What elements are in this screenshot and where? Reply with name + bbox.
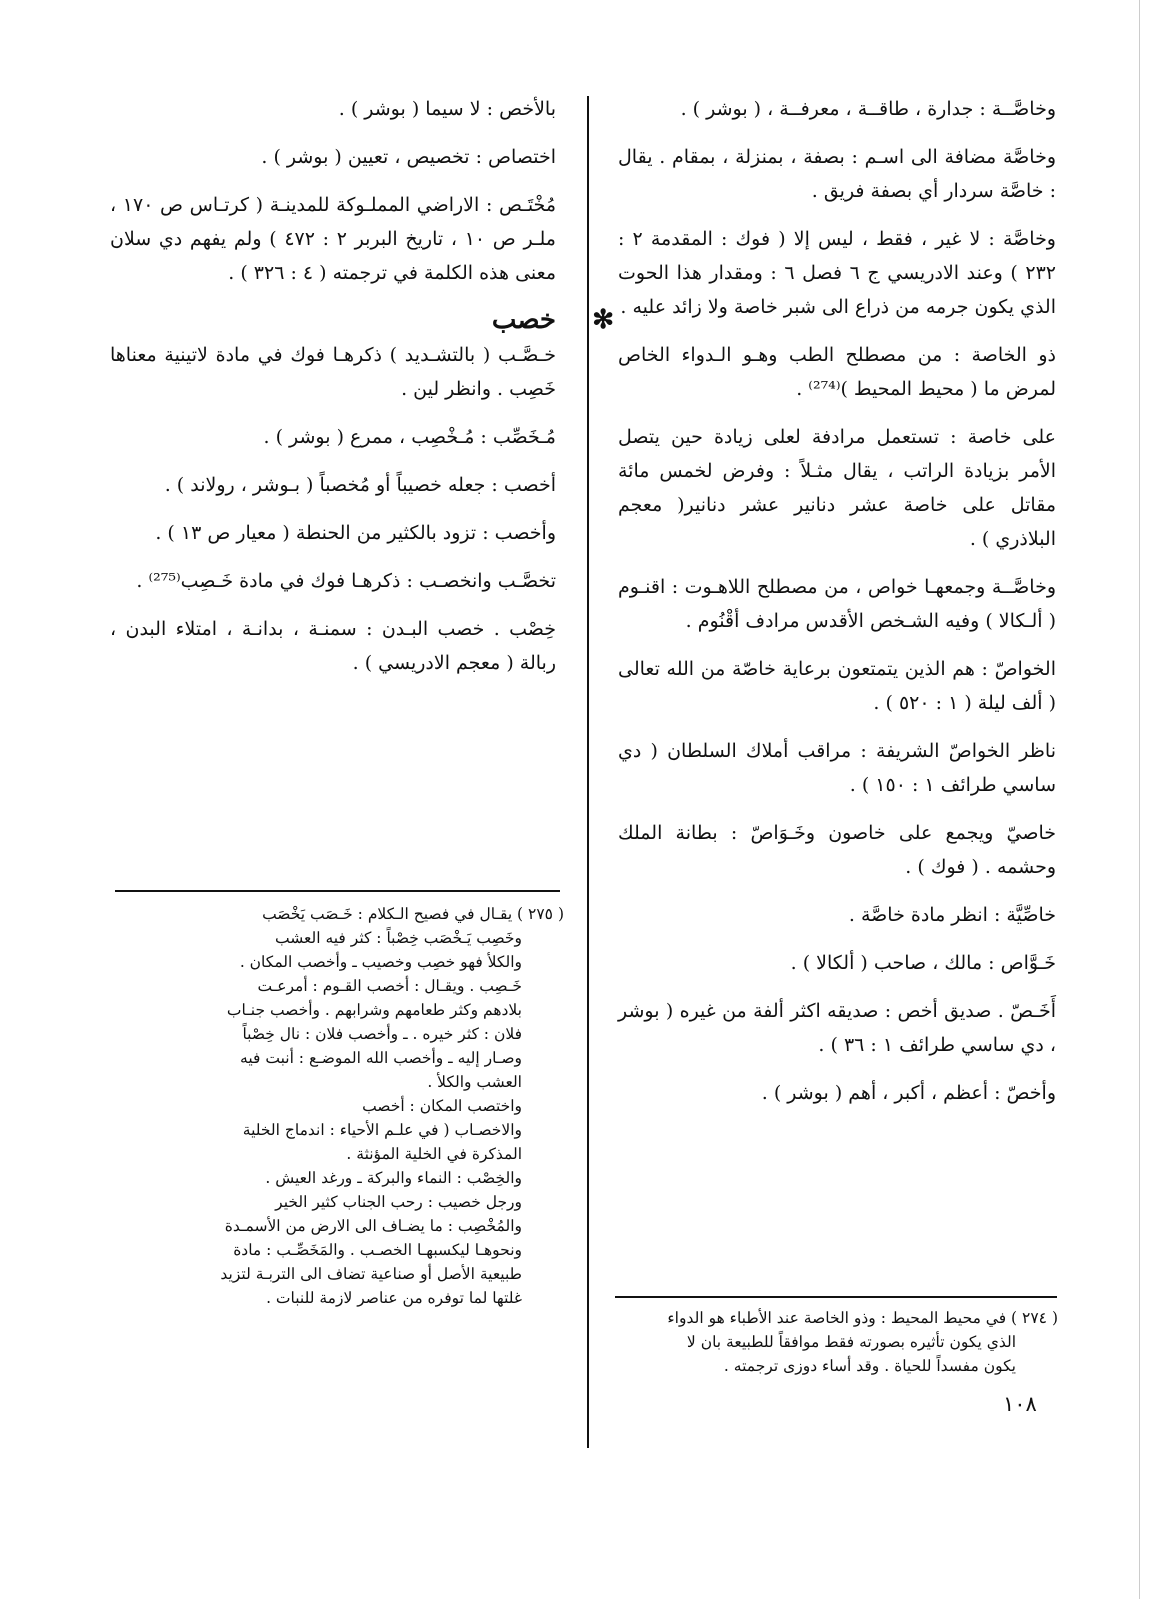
page-number: ١٠٨ <box>1003 1392 1037 1416</box>
entry: وأخصّ : أعظم ، أكبر ، أهم ( بوشر ) . <box>761 1082 1056 1104</box>
entry: خِصْب . خصب البـدن : سمنـة ، بدانـة ، امتلاء البدن ، ربالة ( معجم الادريسي ) . <box>110 618 556 674</box>
entry: ناظر الخواصّ الشريفة : مراقب أملاك السلطان ( دي ساسي طرائف ١ : ١٥٠ ) . <box>618 740 1056 796</box>
footnote-line: الذي يكون تأثيره بصورته فقط موافقاً للطبيعة بان لا <box>686 1333 1016 1351</box>
entry: خاصِّيَّة : انظر مادة خاصَّة . <box>848 904 1056 926</box>
entry: تخصَّـب وانخصـب : ذكرهـا فوك في مادة خَـصِب⁽²⁷⁵⁾ . <box>136 570 556 592</box>
entry: وخاصَّة مضافة الى اسـم : بصفة ، بمنزلة ، بمقام . يقال : خاصَّة سردار أي بصفة فريق . <box>618 146 1056 202</box>
right-column <box>618 92 1056 1124</box>
footnote-line: والمُخْصِب : ما يضـاف الى الارض من الأسمـدة <box>224 1217 522 1235</box>
footnote-line: غلتها لما توفره من عناصر لازمة للنبات . <box>266 1289 522 1307</box>
entry: على خاصة : تستعمل مرادفة لعلى زيادة حين يتصل الأمر بزيادة الراتب ، يقال مثـلاً : وفرض لخمس مائة مقاتل على خاصة عشر دنانير عشر دنانير( معجم البلاذري ) . <box>618 426 1056 550</box>
footnote-275 <box>112 902 564 1310</box>
entry: خاصيّ ويجمع على خاصون وخَـوَاصّ : بطانة الملك وحشمه . ( فوك ) . <box>618 822 1056 878</box>
entry: خَـوَّاص : مالك ، صاحب ( ألكالا ) . <box>790 952 1056 974</box>
footnote-line: خَـصِب . ويقـال : أخصب القـوم : أمرعـت <box>257 977 522 995</box>
entry: وخاصَّــة وجمعهـا خواص ، من مصطلح اللاهـوت : اقنـوم ( ألـكالا ) وفيه الشـخص الأقدس مرادف أقْنُوم . <box>618 576 1056 632</box>
footnote-line: وصـار إليه ـ وأخصب الله الموضـع : أنبت فيه <box>240 1049 522 1067</box>
footnote-274 <box>618 1306 1058 1378</box>
entry: ذو الخاصة : من مصطلح الطب وهـو الـدواء الخاص لمرض ما ( محيط المحيط )⁽²⁷⁴⁾ . <box>618 344 1056 400</box>
entry: الخواصّ : هم الذين يتمتعون برعاية خاصّة من الله تعالى ( ألف ليلة ( ١ : ٥٢٠ ) . <box>618 658 1056 714</box>
footnote-line: طبيعية الأصل أو صناعية تضاف الى التربـة لتزيد <box>220 1265 522 1283</box>
column-divider <box>587 96 589 1448</box>
entry: خـصَّـب ( بالتشـديد ) ذكرهـا فوك في مادة لاتينية معناها خَصِب . وانظر لين . <box>110 344 556 400</box>
footnote-line: ورجل خصيب : رحب الجناب كثير الخير <box>275 1193 522 1211</box>
footnote-line: ونحوهـا ليكسبهـا الخصـب . والمَخَصِّـب : مادة <box>233 1241 522 1259</box>
scan-edge <box>1139 0 1140 1599</box>
footnote-line: والكلأ فهو خصِب وخصيب ـ وأخصب المكان . <box>239 953 522 971</box>
footnote-line: والخِصْب : النماء والبركة ـ ورغد العيش . <box>265 1169 522 1187</box>
footnote-line: يكون مفسداً للحياة . وقد أساء دوزى ترجمته . <box>723 1357 1016 1375</box>
footnote-line: ( ٢٧٤ ) في محيط المحيط : وذو الخاصة عند الأطباء هو الدواء <box>667 1309 1058 1327</box>
entry: أَخَـصّ . صديق أخص : صديقه اكثر ألفة من غيره ( بوشر ، دي ساسي طرائف ١ : ٣٦ ) . <box>618 1000 1056 1056</box>
footnote-line: فلان : كثر خيره . ـ وأخصب فلان : نال خِصْباً <box>242 1025 522 1043</box>
footnote-line: المذكرة في الخلية المؤنثة . <box>346 1145 522 1163</box>
footnote-line: ( ٢٧٥ ) يقـال في فصيح الـكلام : خَـصَب يَخْصَب <box>262 905 564 923</box>
footnote-line: واختصب المكان : أخصب <box>362 1097 522 1115</box>
entry: بالأخص : لا سيما ( بوشر ) . <box>338 98 556 120</box>
entry: وخاصَّة : لا غير ، فقط ، ليس إلا ( فوك : المقدمة ٢ : ٢٣٢ ) وعند الادريسي ج ٦ فصل ٦ : ومقدار هذا الحوت الذي يكون جرمه من ذراع الى شبر خاصة ولا زائد عليه . <box>618 228 1057 318</box>
headword <box>110 304 614 336</box>
entry: مُـخَصِّب : مُـخْصِب ، ممرع ( بوشر ) . <box>263 426 556 448</box>
footnote-line: العشب والكلأ . <box>427 1073 522 1091</box>
entry: اختصاص : تخصيص ، تعيين ( بوشر ) . <box>261 146 556 168</box>
footnote-line: بلادهم وكثر طعامهم وشرابهم . وأخصب جنـاب <box>226 1001 522 1019</box>
entry: مُخْتَـص : الاراضي المملـوكة للمدينـة ( كرتـاس ص ١٧٠ ، ملـر ص ١٠ ، تاريخ البربر ٢ : ٤٧٢ ) ولم يفهم دي سلان معنى هذه الكلمة في ترجمته ( ٤ : ٣٢٦ ) . <box>110 194 557 284</box>
headword-text: خصب <box>491 305 556 335</box>
footnote-line: والاخصـاب ( في علـم الأحياء : اندماج الخلية <box>242 1121 522 1139</box>
footnote-rule-right <box>615 1296 1057 1298</box>
left-column <box>110 92 614 694</box>
footnote-line: وخَصِب يَـخْصَب خِصْباً : كثر فيه العشب <box>274 929 522 947</box>
entry: وأخصب : تزود بالكثير من الحنطة ( معيار ص ١٣ ) . <box>155 522 556 544</box>
footnote-rule-left <box>115 890 560 892</box>
entry: أخصب : جعله خصيباً أو مُخصباً ( بـوشر ، رولاند ) . <box>164 474 556 496</box>
entry: وخاصَّــة : جدارة ، طاقــة ، معرفــة ، ( بوشر ) . <box>680 98 1056 120</box>
asterisk-icon: ✻ <box>592 305 614 335</box>
